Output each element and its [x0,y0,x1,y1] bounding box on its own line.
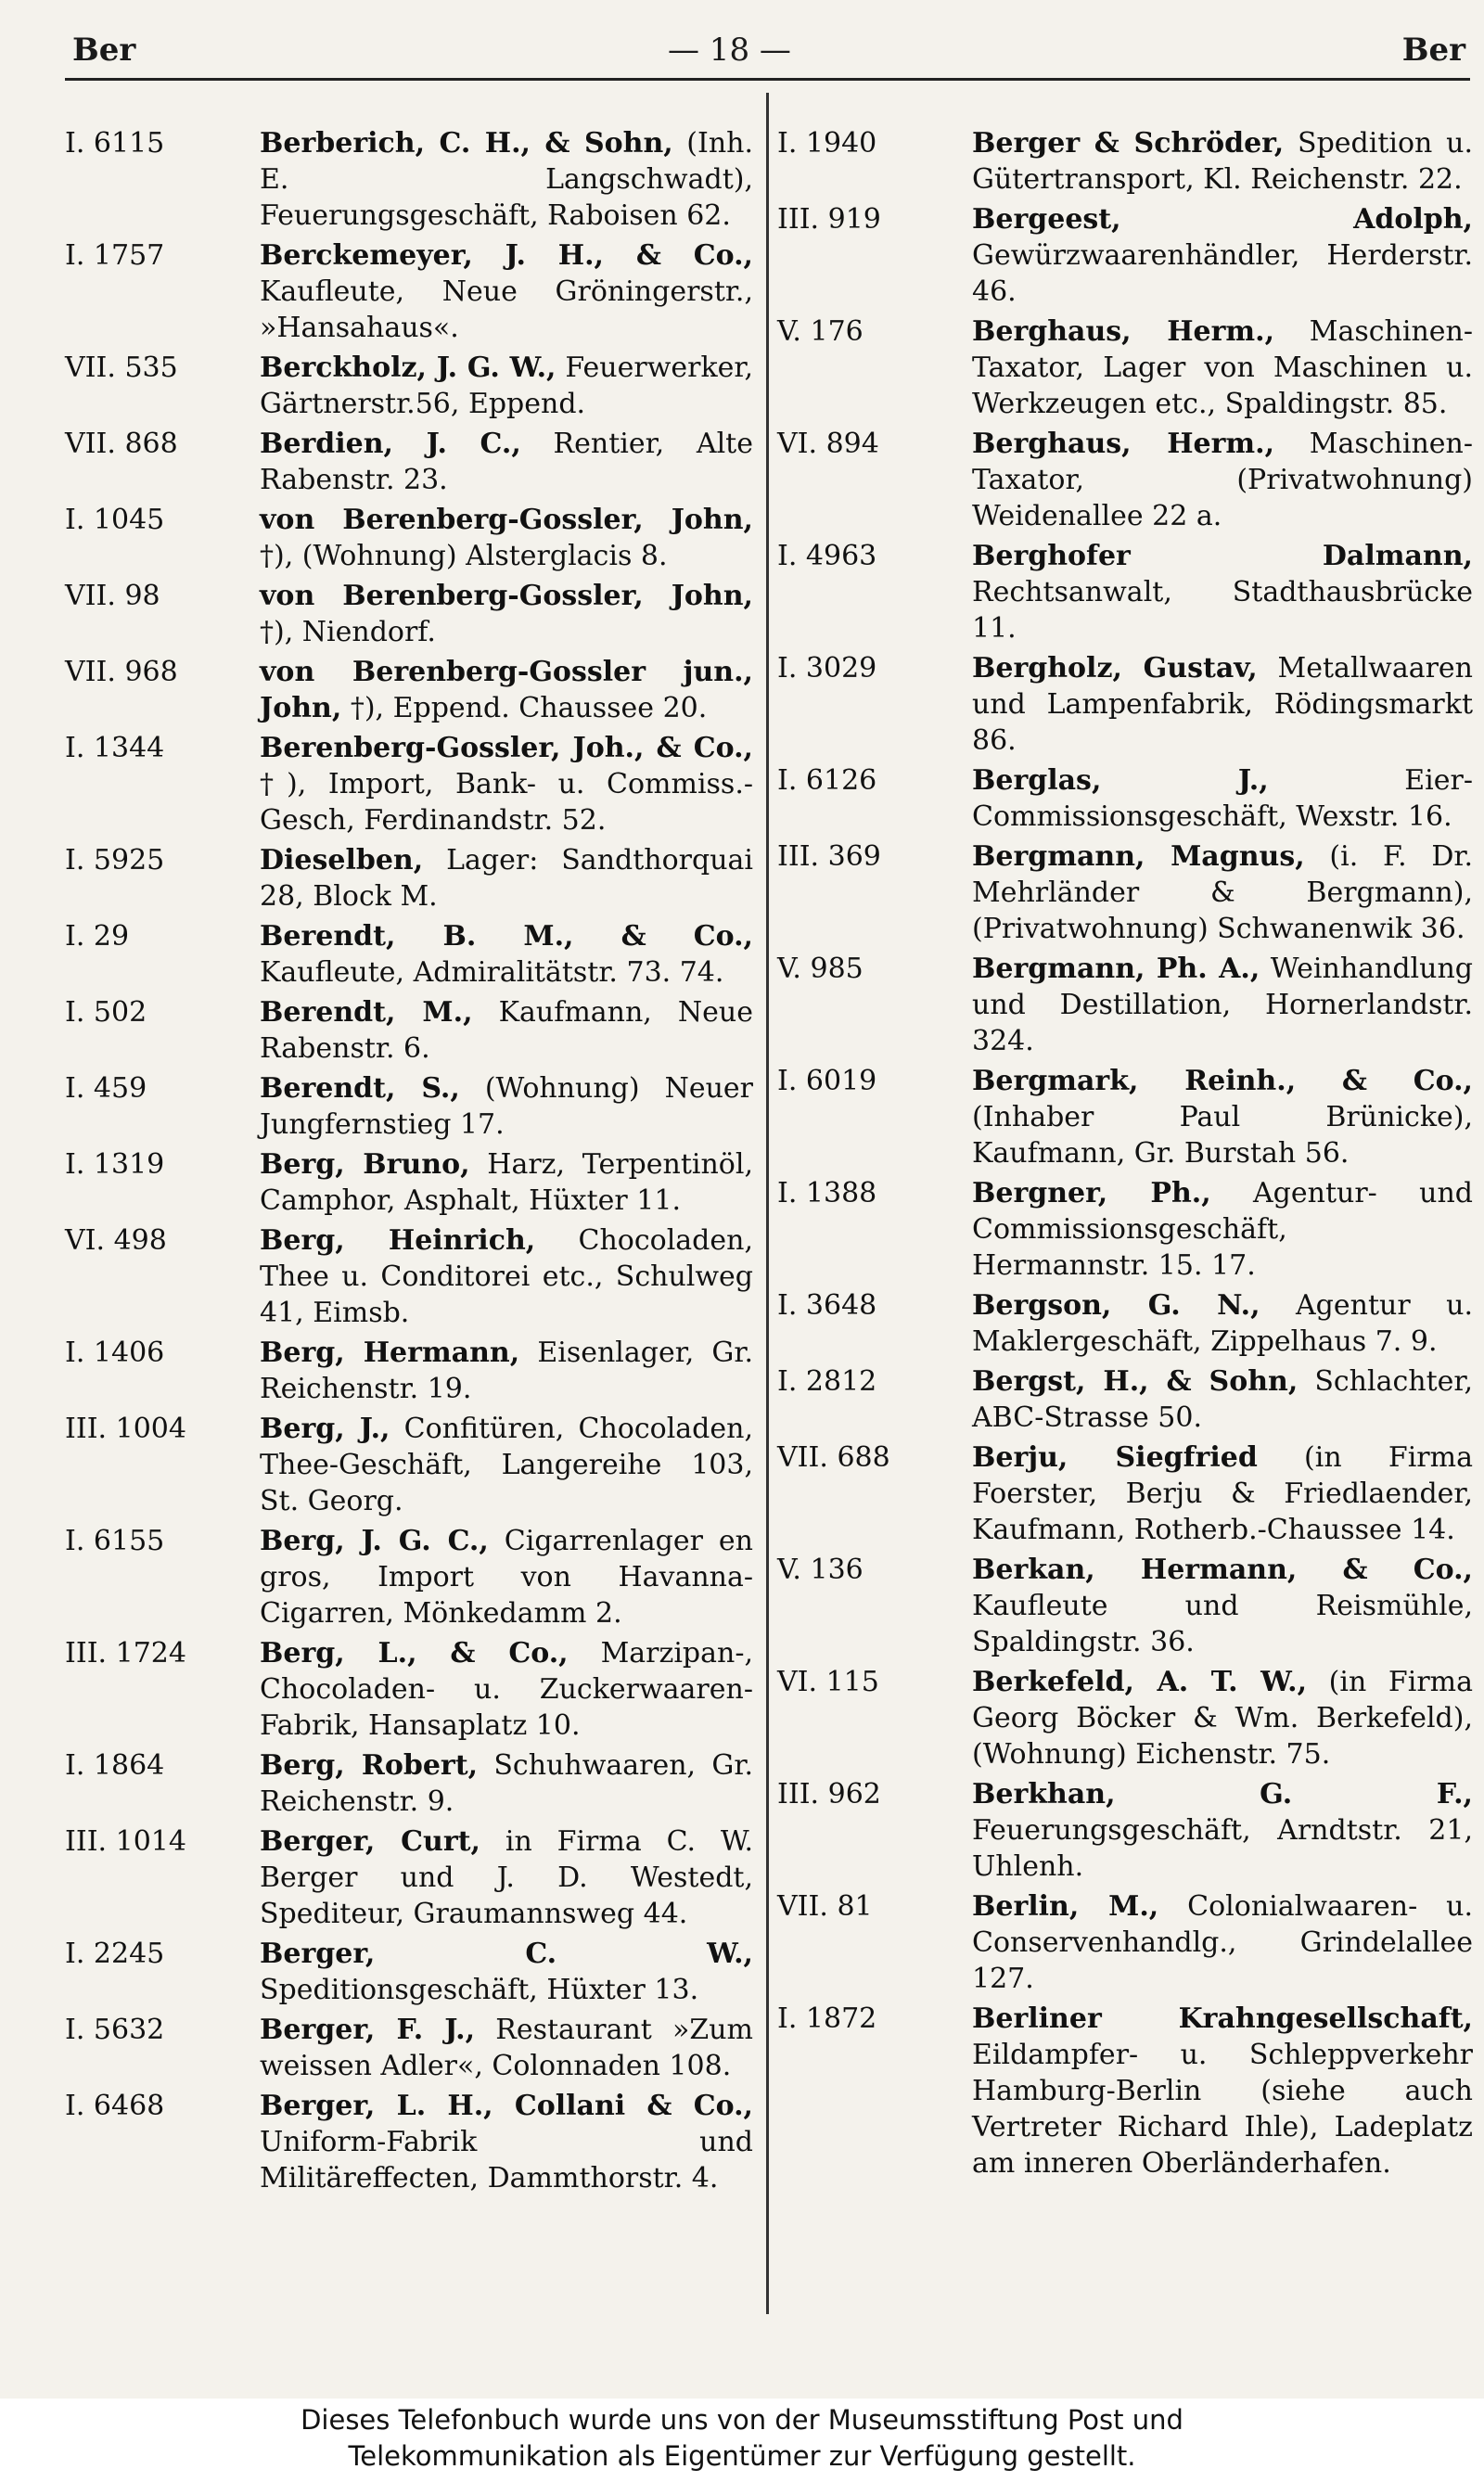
subscriber-name: von Berenberg-Gossler, John, [260,504,753,536]
entry-text [260,2088,753,2196]
subscriber-details: (in Firma Foerster, Berju & Friedlaender, Kaufmann, Rotherb.-Chaussee 14. [972,1441,1473,1546]
directory-entry [777,426,1473,534]
directory-entry [777,1063,1473,1171]
subscriber-details: Kaufleute und Reismühle, Spaldingstr. 36. [972,1590,1473,1658]
phone-number: I. 1406 [65,1337,165,1369]
subscriber-name: von Berenberg-Gossler, John, [260,580,753,612]
phone-number: I. 6126 [777,764,877,797]
entry-text [972,1776,1473,1885]
subscriber-name: Berckholz, J. G. W., [260,352,556,384]
subscriber-details: Feuerungsgeschäft, Arndtstr. 21, Uhlenh. [972,1814,1473,1883]
subscriber-name: von Berenberg-Gossler jun., John, [260,656,753,724]
entry-text [972,1363,1473,1436]
subscriber-details: Confitüren, Chocoladen, Thee-Geschäft, Langereihe 103, St. Georg. [260,1413,753,1517]
subscriber-name: Berg, J., [260,1413,390,1445]
entry-text [260,1747,753,1820]
subscriber-name: Berg, Robert, [260,1749,479,1782]
entry-text [260,502,753,574]
phone-number: I. 502 [65,996,147,1029]
header-left-catchword: Ber [72,32,136,69]
phone-number: III. 962 [777,1778,881,1810]
subscriber-details: Kaufleute, Admiralitätstr. 73. 74. [260,956,724,989]
directory-entry [777,951,1473,1059]
directory-entry [777,1363,1473,1436]
directory-entry [65,350,753,422]
directory-entry [65,918,753,991]
subscriber-details: †), Import, Bank- u. Commiss.-Gesch, Ferdinandstr. 52. [260,768,753,837]
subscriber-details: Maschinen-Taxator, (Privatwohnung) Weidenallee 22 a. [972,428,1473,532]
directory-entry [65,2088,753,2196]
subscriber-details: Weinhandlung und Destillation, Hornerlandstr. 324. [972,953,1473,1057]
entry-text [972,1552,1473,1660]
entry-text [972,1175,1473,1284]
entry-text [260,426,753,498]
subscriber-details: (Inh. E. Langschwadt), Feuerungsgeschäft, Raboisen 62. [260,127,753,232]
subscriber-details: Schlachter, ABC-Strasse 50. [972,1365,1473,1434]
entry-text [260,350,753,422]
subscriber-name: Berghofer Dalmann, [972,540,1473,572]
subscriber-name: Bergner, Ph., [972,1177,1211,1209]
subscriber-name: Berg, L., & Co., [260,1637,569,1670]
phone-number: I. 6155 [65,1525,165,1557]
subscriber-details: (Inhaber Paul Brünicke), Kaufmann, Gr. Burstah 56. [972,1101,1473,1170]
subscriber-name: Berger & Schröder, [972,127,1285,160]
subscriber-details: Eildampfer- u. Schleppverkehr Hamburg-Berlin (siehe auch Vertreter Richard Ihle), Ladeplatz am inneren Oberländerhafen. [972,2039,1473,2180]
directory-entry [65,1222,753,1331]
phone-number: I. 1319 [65,1148,165,1181]
entry-text [260,1146,753,1219]
subscriber-details: Agentur u. Maklergeschäft, Zippelhaus 7. 9. [972,1289,1474,1358]
entry-text [260,730,753,838]
entry-text [260,1936,753,2008]
subscriber-name: Berglas, J., [972,764,1269,797]
entry-text [260,1335,753,1407]
subscriber-details: Colonialwaaren- u. Conservenhandlg., Grindelallee 127. [972,1890,1474,1995]
entry-text [972,426,1473,534]
subscriber-name: Bergson, G. N., [972,1289,1260,1322]
subscriber-details: Marzipan-, Chocoladen- u. Zuckerwaaren-Fabrik, Hansaplatz 10. [260,1637,753,1742]
directory-entry [777,1776,1473,1885]
entry-text [972,2001,1473,2181]
footer-line-2: Telekommunikation als Eigentümer zur Verfügung gestellt. [348,2440,1136,2472]
phone-number: I. 5632 [65,2014,165,2046]
subscriber-name: Bergmann, Ph. A., [972,953,1260,985]
phone-number: I. 1864 [65,1749,165,1782]
subscriber-name: Berger, F. J., [260,2014,476,2046]
entry-text [260,125,753,234]
phone-number: III. 1724 [65,1637,186,1670]
subscriber-details: Rentier, Alte Rabenstr. 23. [260,428,753,496]
phone-number: VII. 81 [777,1890,873,1923]
phone-number: III. 919 [777,203,881,236]
directory-entry [65,730,753,838]
phone-number: VII. 98 [65,580,160,612]
entry-text [260,654,753,726]
column-divider [766,93,769,2314]
directory-entry [777,313,1473,422]
subscriber-name: Berg, Heinrich, [260,1224,536,1257]
phone-number: I. 1757 [65,239,165,272]
directory-entry [777,650,1473,759]
entry-text [972,1287,1473,1360]
entry-text [972,201,1473,310]
phone-number: VI. 115 [777,1666,879,1698]
directory-entry [777,201,1473,310]
subscriber-details: Maschinen-Taxator, Lager von Maschinen u. Werkzeugen etc., Spaldingstr. 85. [972,315,1473,420]
subscriber-details: Eier-Commissionsgeschäft, Wexstr. 16. [972,764,1473,833]
subscriber-details: Restaurant »Zum weissen Adler«, Colonnaden 108. [260,2014,753,2082]
directory-entry [65,1747,753,1820]
phone-number: I. 6468 [65,2090,165,2122]
entry-text [972,538,1473,646]
directory-entry [777,1439,1473,1548]
subscriber-details: Speditionsgeschäft, Hüxter 13. [260,1974,699,2006]
subscriber-details: Lager: Sandthorquai 28, Block M. [260,844,753,913]
directory-entry [777,2001,1473,2181]
phone-number: VII. 868 [65,428,178,460]
subscriber-details: Schuhwaaren, Gr. Reichenstr. 9. [260,1749,753,1818]
phone-number: III. 1004 [65,1413,186,1445]
subscriber-name: Berger, C. W., [260,1938,753,1970]
entry-text [260,842,753,915]
phone-number: I. 2812 [777,1365,877,1398]
subscriber-name: Berju, Siegfried [972,1441,1258,1474]
subscriber-name: Bergeest, Adolph, [972,203,1473,236]
subscriber-details: Gewürzwaarenhändler, Herderstr. 46. [972,239,1473,308]
phone-number: I. 4963 [777,540,877,572]
phone-number: I. 1344 [65,732,165,764]
subscriber-details: (i. F. Dr. Mehrländer & Bergmann), (Privatwohnung) Schwanenwik 36. [972,840,1473,945]
entry-text [972,1063,1473,1171]
subscriber-name: Berliner Krahngesellschaft, [972,2002,1473,2035]
directory-entry [65,1523,753,1631]
entry-text [260,1411,753,1519]
entry-text [260,1222,753,1331]
phone-number: I. 1388 [777,1177,877,1209]
subscriber-name: Berberich, C. H., & Sohn, [260,127,673,160]
subscriber-name: Berg, Hermann, [260,1337,520,1369]
page-number: — 18 — [668,32,791,69]
subscriber-details: Chocoladen, Thee u. Conditorei etc., Schulweg 41, Eimsb. [260,1224,753,1329]
directory-entry [65,125,753,234]
directory-entry [777,1664,1473,1772]
subscriber-details: Cigarrenlager en gros, Import von Havanna-Cigarren, Mönkedamm 2. [260,1525,753,1630]
subscriber-details: †), Eppend. Chaussee 20. [350,692,708,724]
directory-entry [65,1335,753,1407]
entry-text [972,1664,1473,1772]
phone-number: I. 1940 [777,127,877,160]
phone-number: I. 1045 [65,504,165,536]
phone-number: VI. 894 [777,428,879,460]
entry-text [260,994,753,1067]
directory-entry [777,762,1473,835]
directory-entry [777,1287,1473,1360]
subscriber-name: Berkhan, G. F., [972,1778,1473,1810]
subscriber-name: Dieselben, [260,844,424,876]
entry-text [260,1523,753,1631]
subscriber-name: Berlin, M., [972,1890,1159,1923]
phone-number: III. 369 [777,840,881,873]
directory-entry [65,1411,753,1519]
subscriber-name: Berger, Curt, [260,1825,480,1858]
page-header [0,28,1484,76]
phone-number: VI. 498 [65,1224,167,1257]
phone-number: V. 136 [777,1554,864,1586]
directory-entry [777,538,1473,646]
subscriber-details: Metallwaaren und Lampenfabrik, Rödingsmarkt 86. [972,652,1473,757]
subscriber-details: Kaufmann, Neue Rabenstr. 6. [260,996,753,1065]
phone-number: I. 6115 [65,127,165,160]
subscriber-name: Bergst, H., & Sohn, [972,1365,1298,1398]
footer-line-1: Dieses Telefonbuch wurde uns von der Museumsstiftung Post und [301,2404,1183,2436]
phone-number: I. 6019 [777,1065,877,1097]
subscriber-name: Bergmann, Magnus, [972,840,1305,873]
subscriber-name: Berendt, B. M., & Co., [260,920,753,953]
entry-text [260,1070,753,1143]
entry-text [260,237,753,346]
directory-entry [777,1888,1473,1997]
subscriber-name: Berghaus, Herm., [972,428,1275,460]
phone-number: VII. 688 [777,1441,890,1474]
entry-text [260,918,753,991]
phone-number: V. 176 [777,315,864,348]
subscriber-details: in Firma C. W. Berger und J. D. Westedt, Spediteur, Graumannsweg 44. [260,1825,754,1930]
entry-text [260,578,753,650]
subscriber-name: Berenberg-Gossler, Joh., & Co., [260,732,753,764]
subscriber-details: Agentur- und Commissionsgeschäft, Hermannstr. 15. 17. [972,1177,1473,1282]
subscriber-name: Berg, Bruno, [260,1148,470,1181]
phone-number: VII. 535 [65,352,178,384]
directory-entry [65,1070,753,1143]
directory-entry [65,842,753,915]
subscriber-details: (in Firma Georg Böcker & Wm. Berkefeld), (Wohnung) Eichenstr. 75. [972,1666,1473,1771]
directory-entry [65,1635,753,1744]
header-rule [65,78,1470,81]
phone-number: I. 3648 [777,1289,877,1322]
directory-entry [777,1552,1473,1660]
subscriber-details: †), Niendorf. [260,616,436,648]
entry-text [972,951,1473,1059]
entry-text [972,838,1473,947]
header-right-catchword: Ber [1401,32,1465,69]
directory-entry [65,426,753,498]
entry-text [972,313,1473,422]
subscriber-details: Kaufleute, Neue Gröningerstr., »Hansahaus«. [260,275,753,344]
subscriber-name: Berendt, S., [260,1072,460,1105]
entry-text [972,650,1473,759]
subscriber-details: Rechtsanwalt, Stadthausbrücke 11. [972,576,1473,645]
subscriber-name: Berghaus, Herm., [972,315,1275,348]
directory-entry [65,578,753,650]
entry-text [972,1439,1473,1548]
directory-entry [65,2012,753,2084]
entry-text [972,762,1473,835]
phone-number: III. 1014 [65,1825,186,1858]
subscriber-details: Harz, Terpentinöl, Camphor, Asphalt, Hüxter 11. [260,1148,753,1217]
subscriber-details: †), (Wohnung) Alsterglacis 8. [260,540,668,572]
subscriber-details: Eisenlager, Gr. Reichenstr. 19. [260,1337,753,1405]
phone-number: I. 29 [65,920,130,953]
subscriber-name: Berkan, Hermann, & Co., [972,1554,1473,1586]
left-column [65,125,753,2200]
directory-entry [65,1823,753,1932]
subscriber-name: Bergholz, Gustav, [972,652,1258,684]
subscriber-name: Berendt, M., [260,996,473,1029]
entry-text [260,1823,753,1932]
subscriber-details: Spedition u. Gütertransport, Kl. Reichenstr. 22. [972,127,1473,196]
directory-entry [65,654,753,726]
phone-number: V. 985 [777,953,864,985]
directory-entry [65,502,753,574]
directory-entry [777,838,1473,947]
subscriber-details: Feuerwerker, Gärtnerstr.56, Eppend. [260,352,753,420]
footer-notice [0,2402,1484,2482]
right-column [777,125,1473,2185]
directory-entry [777,125,1473,198]
phone-number: I. 2245 [65,1938,165,1970]
phone-number: I. 5925 [65,844,165,876]
subscriber-name: Berg, J. G. C., [260,1525,489,1557]
entry-text [972,1888,1473,1997]
directory-entry [777,1175,1473,1284]
subscriber-name: Berdien, J. C., [260,428,521,460]
entry-text [260,2012,753,2084]
directory-entry [65,1146,753,1219]
phone-number: I. 1872 [777,2002,877,2035]
subscriber-details: (Wohnung) Neuer Jungfernstieg 17. [260,1072,754,1141]
subscriber-details: Uniform-Fabrik und Militäreffecten, Dammthorstr. 4. [260,2126,753,2194]
directory-entry [65,237,753,346]
subscriber-name: Berger, L. H., Collani & Co., [260,2090,753,2122]
phone-number: VII. 968 [65,656,178,688]
directory-entry [65,1936,753,2008]
phone-number: I. 3029 [777,652,877,684]
subscriber-name: Berckemeyer, J. H., & Co., [260,239,753,272]
subscriber-name: Berkefeld, A. T. W., [972,1666,1308,1698]
entry-text [972,125,1473,198]
phone-number: I. 459 [65,1072,147,1105]
directory-entry [65,994,753,1067]
entry-text [260,1635,753,1744]
subscriber-name: Bergmark, Reinh., & Co., [972,1065,1473,1097]
